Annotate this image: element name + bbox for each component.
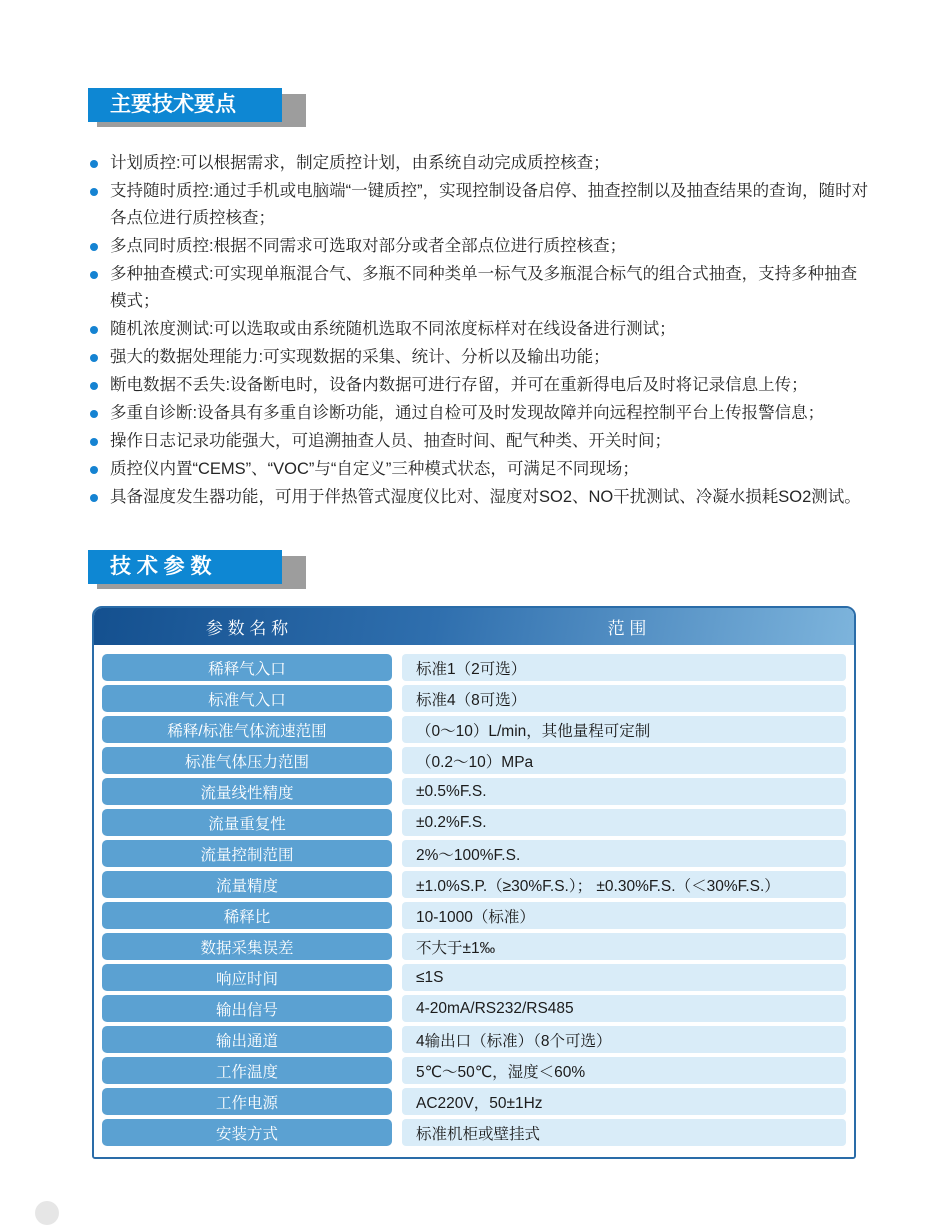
param-value-cell: 2%～100%F.S. [402,840,846,867]
feature-item [90,428,869,455]
param-value-cell: 4-20mA/RS232/RS485 [402,995,846,1022]
feature-text: 计划质控:可以根据需求，制定质控计划，由系统自动完成质控核查； [110,154,610,172]
column-header-range: 范 围 [607,619,647,638]
table-row [102,995,846,1022]
param-name-cell: 数据采集误差 [102,933,392,960]
bullet-icon [90,410,98,418]
param-value-cell: 4输出口（标准）（8个可选） [402,1026,846,1053]
table-row [102,809,846,836]
specs-section-title [88,550,282,584]
table-row [102,1026,846,1053]
param-name-cell: 标准气入口 [102,685,392,712]
feature-text: 多点同时质控:根据不同需求可选取对部分或者全部点位进行质控核查； [110,237,627,255]
table-row [102,747,846,774]
param-name-cell: 输出通道 [102,1026,392,1053]
feature-item [90,233,869,260]
feature-text: 强大的数据处理能力:可实现数据的采集、统计、分析以及输出功能； [110,348,610,366]
feature-item [90,150,869,177]
feature-item [90,372,869,399]
feature-item [90,316,869,343]
param-value-cell: 不大于±1‰ [402,933,846,960]
table-row [102,933,846,960]
param-name-cell: 输出信号 [102,995,392,1022]
param-value-cell: （0.2～10）MPa [402,747,846,774]
param-value-cell: 5℃～50℃，湿度＜60% [402,1057,846,1084]
param-value-cell: ±0.5%F.S. [402,778,846,805]
param-value-cell: 标准4（8可选） [402,685,846,712]
table-row [102,685,846,712]
bullet-icon [90,382,98,390]
param-name-cell: 流量控制范围 [102,840,392,867]
param-value-cell: 标准机柜或壁挂式 [402,1119,846,1146]
param-value-cell: ±1.0%S.P.（≥30%F.S.）； ±0.30%F.S.（＜30%F.S.） [402,871,846,898]
bullet-icon [90,326,98,334]
bullet-icon [90,354,98,362]
features-title-text: 主要技术要点 [88,88,282,122]
table-row [102,840,846,867]
bullet-icon [90,466,98,474]
bullet-icon [90,438,98,446]
feature-text: 随机浓度测试:可以选取或由系统随机选取不同浓度标样对在线设备进行测试； [110,320,676,338]
partial-logo-mark [35,1201,59,1225]
param-name-cell: 工作温度 [102,1057,392,1084]
spec-table [92,606,856,1159]
table-row [102,964,846,991]
feature-item [90,178,869,232]
param-name-cell: 流量精度 [102,871,392,898]
bullet-icon [90,188,98,196]
table-row [102,1057,846,1084]
bullet-icon [90,494,98,502]
spec-table-body [94,645,854,1157]
feature-text: 具备湿度发生器功能，可用于伴热管式湿度仪比对、湿度对SO2、NO干扰测试、冷凝水损耗SO2测试。 [110,488,861,506]
feature-list [0,150,947,511]
param-value-cell: AC220V，50±1Hz [402,1088,846,1115]
param-name-cell: 流量重复性 [102,809,392,836]
feature-text: 支持随时质控:通过手机或电脑端“一键质控”，实现控制设备启停、抽查控制以及抽查结果的查询，随时对各点位进行质控核查； [110,182,869,227]
param-name-cell: 流量线性精度 [102,778,392,805]
param-name-cell: 响应时间 [102,964,392,991]
table-row [102,871,846,898]
param-name-cell: 稀释/标准气体流速范围 [102,716,392,743]
feature-text: 多种抽查模式:可实现单瓶混合气、多瓶不同种类单一标气及多瓶混合标气的组合式抽查，支持多种抽查模式； [110,265,858,310]
bullet-icon [90,160,98,168]
table-row [102,1088,846,1115]
table-row [102,654,846,681]
feature-item [90,344,869,371]
param-value-cell: 10-1000（标准） [402,902,846,929]
bullet-icon [90,243,98,251]
feature-item [90,484,869,511]
param-name-cell: 稀释比 [102,902,392,929]
feature-text: 质控仪内置“CEMS”、“VOC”与“自定义”三种模式状态，可满足不同现场； [110,460,639,478]
param-name-cell: 标准气体压力范围 [102,747,392,774]
feature-text: 断电数据不丢失:设备断电时，设备内数据可进行存留，并可在重新得电后及时将记录信息上传； [110,376,808,394]
param-name-cell: 稀释气入口 [102,654,392,681]
bullet-icon [90,271,98,279]
table-row [102,716,846,743]
table-row [102,778,846,805]
param-value-cell: ±0.2%F.S. [402,809,846,836]
table-row [102,1119,846,1146]
table-row [102,902,846,929]
feature-text: 多重自诊断:设备具有多重自诊断功能，通过自检可及时发现故障并向远程控制平台上传报警信息； [110,404,825,422]
feature-item [90,400,869,427]
feature-item [90,456,869,483]
feature-item [90,261,869,315]
param-value-cell: 标准1（2可选） [402,654,846,681]
param-name-cell: 工作电源 [102,1088,392,1115]
specs-title-text: 技 术 参 数 [88,550,282,584]
param-name-cell: 安装方式 [102,1119,392,1146]
param-value-cell: ≤1S [402,964,846,991]
column-header-parameter: 参 数 名 称 [205,619,289,638]
spec-table-header [94,608,854,645]
features-section-title [88,88,282,122]
param-value-cell: （0～10）L/min，其他量程可定制 [402,716,846,743]
feature-text: 操作日志记录功能强大，可追溯抽查人员、抽查时间、配气种类、开关时间； [110,432,671,450]
